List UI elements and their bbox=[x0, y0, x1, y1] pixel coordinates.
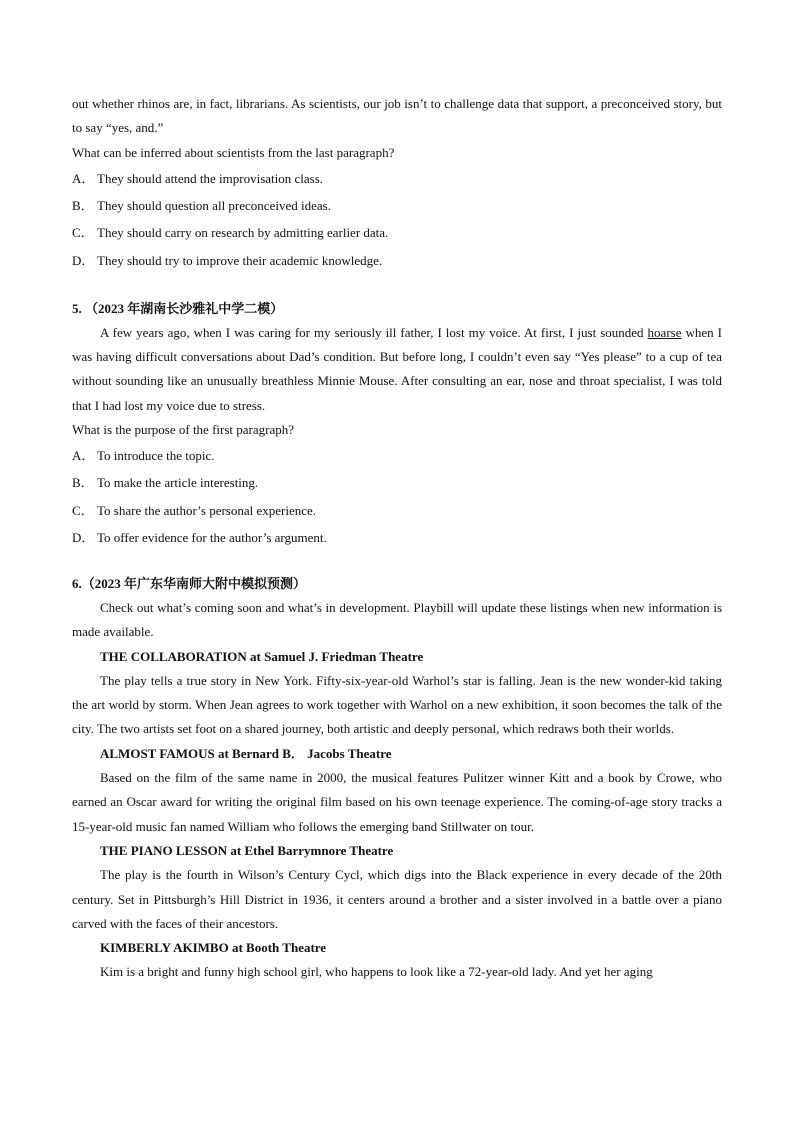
q4-question: What can be inferred about scientists from the last paragraph? bbox=[72, 144, 395, 160]
show-title: KIMBERLY AKIMBO at Booth Theatre bbox=[100, 940, 327, 956]
show-title: ALMOST FAMOUS at Bernard B． Jacobs Theatre bbox=[100, 745, 392, 761]
q5-option-a[interactable] bbox=[72, 442, 722, 469]
q4-option-b[interactable] bbox=[72, 192, 722, 219]
option-letter: C． bbox=[72, 225, 94, 241]
q5-question: What is the purpose of the first paragraph? bbox=[72, 421, 295, 437]
option-letter: A． bbox=[72, 448, 95, 464]
option-text: To introduce the topic. bbox=[97, 448, 215, 464]
q5-heading bbox=[72, 297, 722, 321]
option-text: They should try to improve their academic knowledge. bbox=[97, 252, 383, 268]
show-description: Based on the film of the same name in 2000, the musical features Pulitzer winner Kitt and a book by Crowe, who earned an Oscar award for writing the original film based on his own teenage experience. The coming-of-age story tracks a 15-year-old music fan named William who follows the emerging band Stillwater on tour. bbox=[72, 770, 722, 834]
q4-option-d[interactable] bbox=[72, 247, 722, 274]
option-letter: B． bbox=[72, 198, 94, 214]
q5-passage bbox=[72, 321, 722, 418]
q6-heading: 6.（2023 年广东华南师大附中模拟预测） bbox=[72, 576, 307, 591]
q5-number: 5. bbox=[72, 300, 82, 316]
q5-passage-after: when I was having difficult conversations about Dad’s condition. But before long, I couldn’t even say “Yes please” to a cup of tea without sounding like an unusually breathless Minnie Mouse. After consulting an ear, nose and throat specialist, I was told that I had lost my voice due to stress. bbox=[72, 324, 722, 413]
option-text: To share the author’s personal experience. bbox=[97, 502, 317, 518]
option-text: To offer evidence for the author’s argument. bbox=[97, 529, 327, 545]
q5-options bbox=[72, 442, 722, 551]
show-title: THE PIANO LESSON at Ethel Barrymnore Theatre bbox=[100, 842, 394, 858]
q5-passage-before: A few years ago, when I was caring for my seriously ill father, I lost my voice. At first, I just sounded bbox=[100, 324, 648, 340]
show-description: The play is the fourth in Wilson’s Century Cycl, which digs into the Black experience in every decade of the 20th century. Set in Pittsburgh’s Hill District in 1936, it centers around a brother and a sister involved in a battle over a piano carved with the faces of their ancestors. bbox=[72, 867, 722, 931]
option-letter: B． bbox=[72, 475, 94, 491]
option-letter: A． bbox=[72, 170, 95, 186]
option-letter: D． bbox=[72, 529, 95, 545]
q6-intro: Check out what’s coming soon and what’s in development. Playbill will update these listings when new information is made available. bbox=[72, 600, 722, 640]
q4-option-a[interactable] bbox=[72, 165, 722, 192]
q5-underlined-word: hoarse bbox=[647, 324, 682, 340]
option-text: They should attend the improvisation class. bbox=[97, 170, 324, 186]
option-text: They should carry on research by admitting earlier data. bbox=[97, 225, 389, 241]
document-page bbox=[72, 92, 722, 985]
q5-source: （2023 年湖南长沙雅礼中学二模） bbox=[85, 300, 284, 316]
q4-passage-end: out whether rhinos are, in fact, librarians. As scientists, our job isn’t to challenge data that support, a preconceived story, but to say “yes, and.” bbox=[72, 96, 722, 136]
q4-option-c[interactable] bbox=[72, 219, 722, 246]
show-title: THE COLLABORATION at Samuel J. Friedman Theatre bbox=[100, 648, 424, 664]
show-description: Kim is a bright and funny high school girl, who happens to look like a 72-year-old lady. And yet her aging bbox=[100, 964, 653, 980]
q4-options bbox=[72, 165, 722, 274]
option-text: They should question all preconceived ideas. bbox=[97, 198, 331, 214]
show-description: The play tells a true story in New York. Fifty-six-year-old Warhol’s star is falling. Jean is the new wonder-kid taking the art world by storm. When Jean agrees to work together with Warhol on a new exhibition, it soon becomes the talk of the city. The two artists set foot on a shared journey, both artistic and deeply personal, which redraws both their worlds. bbox=[72, 672, 722, 737]
q5-option-b[interactable] bbox=[72, 469, 722, 496]
q5-option-d[interactable] bbox=[72, 524, 722, 551]
option-text: To make the article interesting. bbox=[97, 475, 259, 491]
option-letter: C． bbox=[72, 502, 94, 518]
q5-option-c[interactable] bbox=[72, 497, 722, 524]
option-letter: D． bbox=[72, 252, 95, 268]
